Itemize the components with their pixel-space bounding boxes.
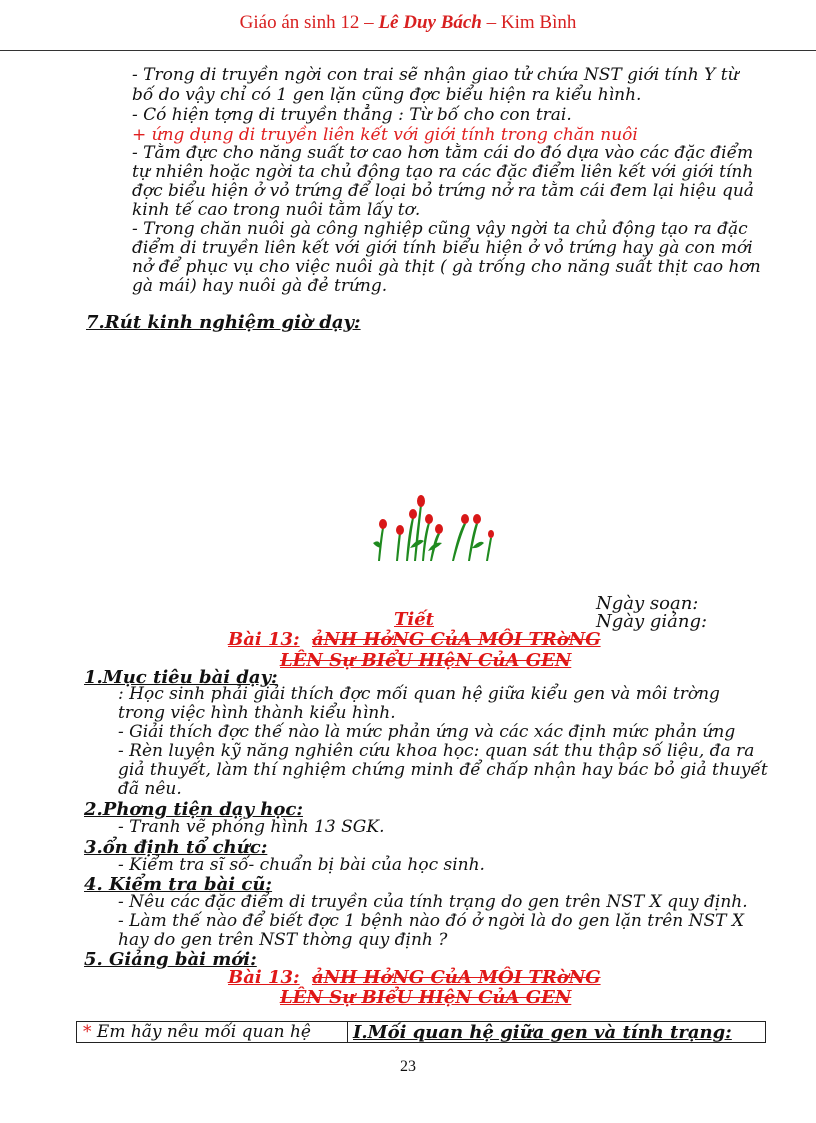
- text-line: : Học sinh phải giải thích đợc mối quan hệ giữa kiểu gen và môi trờng: [118, 684, 720, 704]
- text-line: - Có hiện tợng di truyền thẳng : Từ bố cho con trai.: [132, 105, 572, 125]
- lesson-number-repeat: Bài 13:: [228, 967, 300, 988]
- lesson-title-repeat-line2: LÊN Sự BIểU HIệN CủA GEN: [280, 987, 572, 1008]
- text-line: đã nêu.: [118, 779, 182, 799]
- table-cell-activity: [77, 1022, 348, 1042]
- text-line: - Trong di truyền ngời con trai sẽ nhận giao tử chứa NST giới tính Y từ: [132, 65, 739, 85]
- section-heading-objectives: 1.Mục tiêu bài dạy:: [84, 667, 278, 688]
- header-prefix: Giáo án sinh 12 –: [239, 12, 379, 33]
- date-prepared-label: Ngày soạn:: [596, 593, 699, 614]
- text-line: gà mái) hay nuôi gà đẻ trứng.: [132, 276, 388, 296]
- section-heading-new-lesson: 5. Giảng bài mới:: [84, 949, 257, 970]
- lesson-title-repeat-line1: [228, 968, 601, 988]
- text-line: tự nhiên hoặc ngời ta chủ động tạo ra các đặc điểm liên kết với giới tính: [132, 162, 754, 182]
- table-cell-content: I.Mối quan hệ giữa gen và tính trạng:: [353, 1022, 732, 1043]
- text-line: - Tằm đực cho năng suất tơ cao hơn tằm cái do đó dựa vào các đặc điểm: [132, 143, 754, 163]
- header-suffix: – Kim Bình: [481, 12, 577, 33]
- text-line: - Làm thế nào để biết đợc 1 bệnh nào đó ở ngời là do gen lặn trên NST X: [118, 911, 744, 931]
- section-heading-check: 4. Kiểm tra bài cũ:: [84, 874, 273, 895]
- lesson-title-repeat-text: ảNH HởNG CủA MÔI TRờNG: [311, 967, 601, 988]
- text-line: trong việc hình thành kiểu hình.: [118, 703, 396, 723]
- text-line: - Tranh vẽ phóng hình 13 SGK.: [118, 817, 385, 837]
- text-line: giả thuyết, làm thí nghiệm chứng minh để chấp nhận hay bác bỏ giả thuyết: [118, 760, 768, 780]
- table-left-text: Em hãy nêu mối quan hệ: [91, 1022, 311, 1042]
- section-heading-experience: 7.Rút kinh nghiệm giờ dạy:: [86, 312, 361, 333]
- lesson-table: [76, 1021, 766, 1043]
- date-taught-label: Ngày giảng:: [596, 611, 708, 632]
- text-line: kinh tế cao trong nuôi tằm lấy tơ.: [132, 200, 421, 220]
- text-line: nở để phục vụ cho việc nuôi gà thịt ( gà trống cho năng suất thịt cao hơn: [132, 257, 761, 277]
- page-number: 23: [400, 1058, 416, 1075]
- lesson-title-line1: [228, 630, 601, 650]
- text-line: - Kiểm tra sĩ số- chuẩn bị bài của học sinh.: [118, 855, 485, 875]
- red-text-line: + ứng dụng di truyền liên kết với giới tính trong chăn nuôi: [132, 125, 638, 145]
- lesson-title-text: ảNH HởNG CủA MÔI TRờNG: [311, 629, 601, 650]
- header-divider: [0, 50, 816, 51]
- tulip-flowers-icon: [368, 493, 494, 563]
- text-line: - Trong chăn nuôi gà công nghiệp cũng vậy ngời ta chủ động tạo ra đặc: [132, 219, 748, 239]
- section-heading-means: 2.Phơng tiện dạy học:: [84, 799, 303, 820]
- table-cell-text: [83, 1022, 311, 1042]
- text-line: - Rèn luyện kỹ năng nghiên cứu khoa học: quan sát thu thập số liệu, đa ra: [118, 741, 755, 761]
- header-author: Lê Duy Bách: [378, 12, 482, 33]
- red-star: *: [83, 1022, 92, 1042]
- lesson-number: Bài 13:: [228, 629, 300, 650]
- text-line: điểm di truyền liên kết với giới tính biểu hiện ở vỏ trứng hay gà con mới: [132, 238, 753, 258]
- text-line: hay do gen trên NST thờng quy định ?: [118, 930, 448, 950]
- text-line: - Giải thích đợc thế nào là mức phản ứng và các xác định mức phản ứng: [118, 722, 736, 742]
- text-line: đợc biểu hiện ở vỏ trứng để loại bỏ trứng nở ra tằm cái đem lại hiệu quả: [132, 181, 754, 201]
- text-line: - Nêu các đặc điểm di truyền của tính trạng do gen trên NST X quy định.: [118, 892, 748, 912]
- period-label: Tiết: [394, 609, 434, 630]
- page-header: [0, 12, 816, 34]
- text-line: bố do vậy chỉ có 1 gen lặn cũng đợc biểu hiện ra kiểu hình.: [132, 85, 642, 105]
- section-heading-organize: 3.ổn định tổ chức:: [84, 837, 268, 858]
- lesson-title-line2: LÊN Sự BIểU HIệN CủA GEN: [280, 650, 572, 671]
